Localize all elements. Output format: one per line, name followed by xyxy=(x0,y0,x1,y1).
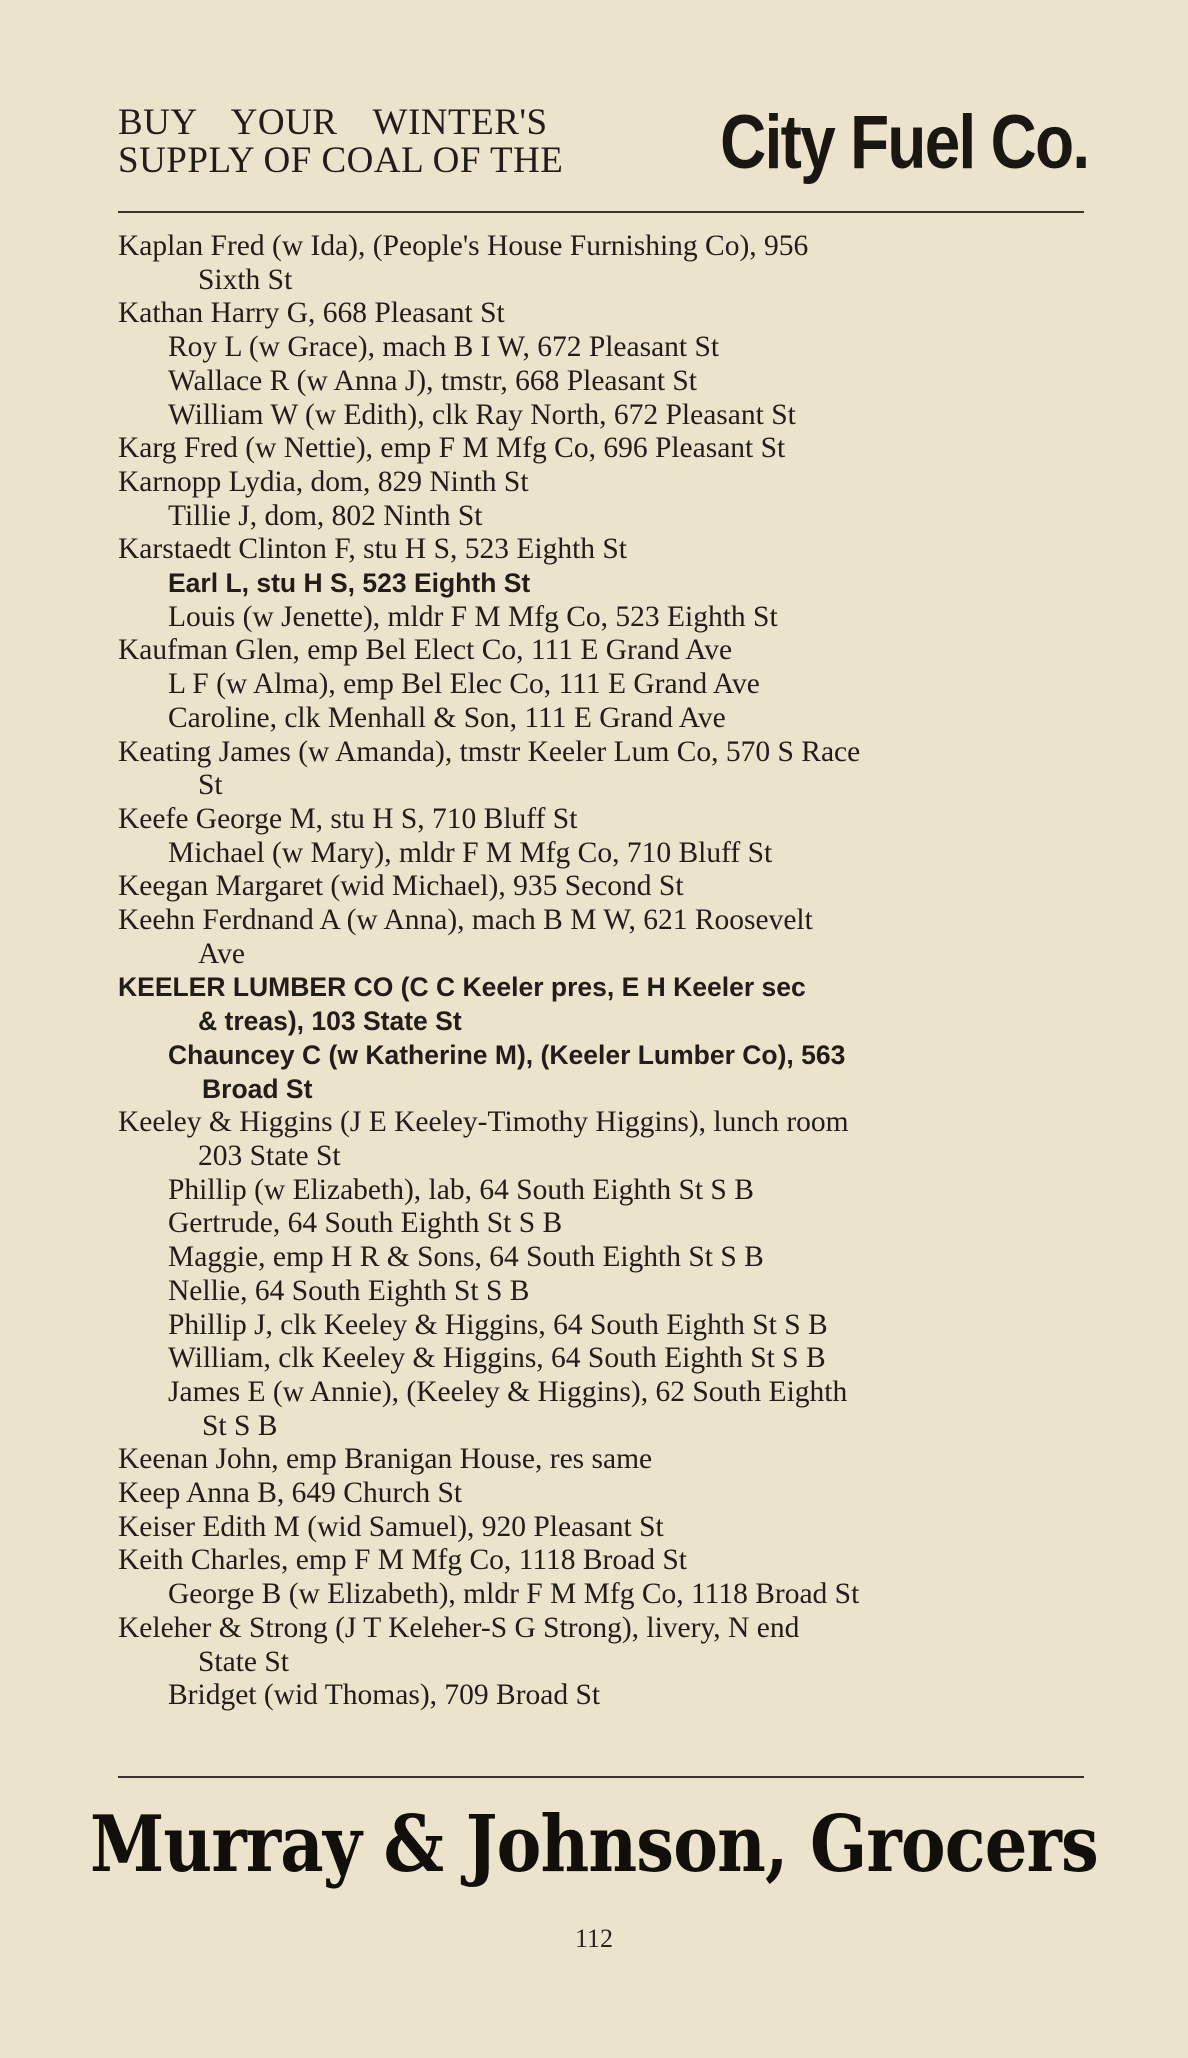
directory-entry xyxy=(118,837,1084,871)
directory-listing xyxy=(118,230,1084,1713)
directory-entry xyxy=(118,1443,1084,1477)
entry-continuation-line: Sixth St xyxy=(198,263,293,296)
entry-line: Maggie, emp H R & Sons, 64 South Eighth St S B xyxy=(168,1241,764,1274)
header-brand: City Fuel Co. xyxy=(719,100,1088,185)
header-ad-line-2: SUPPLY OF COAL OF THE xyxy=(118,140,564,181)
directory-entry xyxy=(118,1544,1084,1578)
entry-continuation-line: Broad St xyxy=(202,1073,313,1104)
entry-line: Michael (w Mary), mldr F M Mfg Co, 710 Bluff St xyxy=(168,836,773,869)
directory-entry xyxy=(118,668,1084,702)
entry-line: Keenan John, emp Branigan House, res same xyxy=(118,1443,653,1476)
entry-line: Tillie J, dom, 802 Ninth St xyxy=(168,499,483,532)
entry-line: Keiser Edith M (wid Samuel), 920 Pleasant St xyxy=(118,1510,664,1543)
directory-entry xyxy=(118,1309,1084,1343)
entry-line: William, clk Keeley & Higgins, 64 South Eighth St S B xyxy=(168,1342,826,1375)
directory-entry xyxy=(118,1578,1084,1612)
entry-line: Keating James (w Amanda), tmstr Keeler Lum Co, 570 S Race xyxy=(118,735,861,768)
directory-entry xyxy=(118,1039,1084,1106)
entry-continuation-line: St S B xyxy=(202,1409,278,1442)
header-ad-text xyxy=(118,104,563,180)
directory-entry xyxy=(118,331,1084,365)
entry-line: Karstaedt Clinton F, stu H S, 523 Eighth St xyxy=(118,533,627,566)
footer-advertisement: Murray & Johnson, Grocers xyxy=(90,1799,1098,1890)
entry-line: Caroline, clk Menhall & Son, 111 E Grand Ave xyxy=(168,701,726,734)
entry-line: KEELER LUMBER CO (C C Keeler pres, E H Keeler sec xyxy=(118,972,806,1003)
directory-entry xyxy=(118,1612,1084,1679)
directory-entry xyxy=(118,297,1084,331)
entry-line: Kathan Harry G, 668 Pleasant St xyxy=(118,297,505,330)
entry-line: Karnopp Lydia, dom, 829 Ninth St xyxy=(118,465,529,498)
header-divider xyxy=(118,211,1084,213)
entry-line: Roy L (w Grace), mach B I W, 672 Pleasant St xyxy=(168,331,720,364)
directory-entry xyxy=(118,1679,1084,1713)
directory-entry xyxy=(118,803,1084,837)
entry-line: Kaplan Fred (w Ida), (People's House Furnishing Co), 956 xyxy=(118,230,809,262)
entry-line: Keith Charles, emp F M Mfg Co, 1118 Broad St xyxy=(118,1544,687,1577)
directory-entry xyxy=(118,432,1084,466)
directory-entry xyxy=(118,230,1084,297)
footer-divider xyxy=(118,1776,1084,1778)
entry-continuation-line: Ave xyxy=(198,937,245,970)
directory-entry xyxy=(118,1342,1084,1376)
entry-continuation-line: & treas), 103 State St xyxy=(198,1006,462,1037)
entry-line: Chauncey C (w Katherine M), (Keeler Lumber Co), 563 xyxy=(168,1039,846,1070)
entry-line: L F (w Alma), emp Bel Elec Co, 111 E Grand Ave xyxy=(168,668,760,701)
directory-entry xyxy=(118,1275,1084,1309)
directory-entry xyxy=(118,1106,1084,1173)
entry-line: Keefe George M, stu H S, 710 Bluff St xyxy=(118,802,578,835)
entry-line: George B (w Elizabeth), mldr F M Mfg Co, 1118 Broad St xyxy=(168,1578,860,1611)
entry-line: Keehn Ferdnand A (w Anna), mach B M W, 621 Roosevelt xyxy=(118,904,813,937)
entry-continuation-line: St xyxy=(198,769,223,802)
header-advertisement xyxy=(118,100,1088,200)
directory-entry xyxy=(118,365,1084,399)
entry-line: Keeley & Higgins (J E Keeley-Timothy Higgins), lunch room xyxy=(118,1106,849,1139)
directory-entry xyxy=(118,567,1084,601)
directory-entry xyxy=(118,1477,1084,1511)
directory-entry xyxy=(118,1207,1084,1241)
entry-line: William W (w Edith), clk Ray North, 672 Pleasant St xyxy=(168,398,796,431)
directory-entry xyxy=(118,500,1084,534)
header-ad-line-1: BUY YOUR WINTER'S xyxy=(118,102,548,143)
entry-line: Keegan Margaret (wid Michael), 935 Second St xyxy=(118,870,684,903)
directory-entry xyxy=(118,904,1084,971)
directory-entry xyxy=(118,466,1084,500)
directory-entry xyxy=(118,736,1084,803)
directory-entry xyxy=(118,1376,1084,1443)
directory-entry xyxy=(118,533,1084,567)
entry-line: James E (w Annie), (Keeley & Higgins), 62 South Eighth xyxy=(168,1375,848,1408)
entry-line: Earl L, stu H S, 523 Eighth St xyxy=(168,568,531,599)
entry-line: Wallace R (w Anna J), tmstr, 668 Pleasant St xyxy=(168,364,697,397)
entry-line: Karg Fred (w Nettie), emp F M Mfg Co, 696 Pleasant St xyxy=(118,432,786,465)
directory-entry xyxy=(118,1241,1084,1275)
entry-line: Phillip (w Elizabeth), lab, 64 South Eighth St S B xyxy=(168,1173,754,1206)
entry-line: Keep Anna B, 649 Church St xyxy=(118,1477,463,1510)
entry-continuation-line: 203 State St xyxy=(198,1139,341,1172)
page-number: 112 xyxy=(574,1924,614,1953)
entry-line: Phillip J, clk Keeley & Higgins, 64 South Eighth St S B xyxy=(168,1308,828,1341)
directory-entry xyxy=(118,971,1084,1038)
entry-continuation-line: State St xyxy=(198,1645,289,1678)
entry-line: Keleher & Strong (J T Keleher-S G Strong), livery, N end xyxy=(118,1611,800,1644)
directory-entry xyxy=(118,1511,1084,1545)
directory-entry xyxy=(118,399,1084,433)
directory-entry xyxy=(118,634,1084,668)
directory-entry xyxy=(118,702,1084,736)
directory-entry xyxy=(118,601,1084,635)
entry-line: Kaufman Glen, emp Bel Elect Co, 111 E Grand Ave xyxy=(118,634,733,667)
entry-line: Louis (w Jenette), mldr F M Mfg Co, 523 Eighth St xyxy=(168,600,778,633)
entry-line: Nellie, 64 South Eighth St S B xyxy=(168,1274,530,1307)
entry-line: Bridget (wid Thomas), 709 Broad St xyxy=(168,1679,601,1712)
directory-entry xyxy=(118,1174,1084,1208)
directory-entry xyxy=(118,870,1084,904)
entry-line: Gertrude, 64 South Eighth St S B xyxy=(168,1207,563,1240)
